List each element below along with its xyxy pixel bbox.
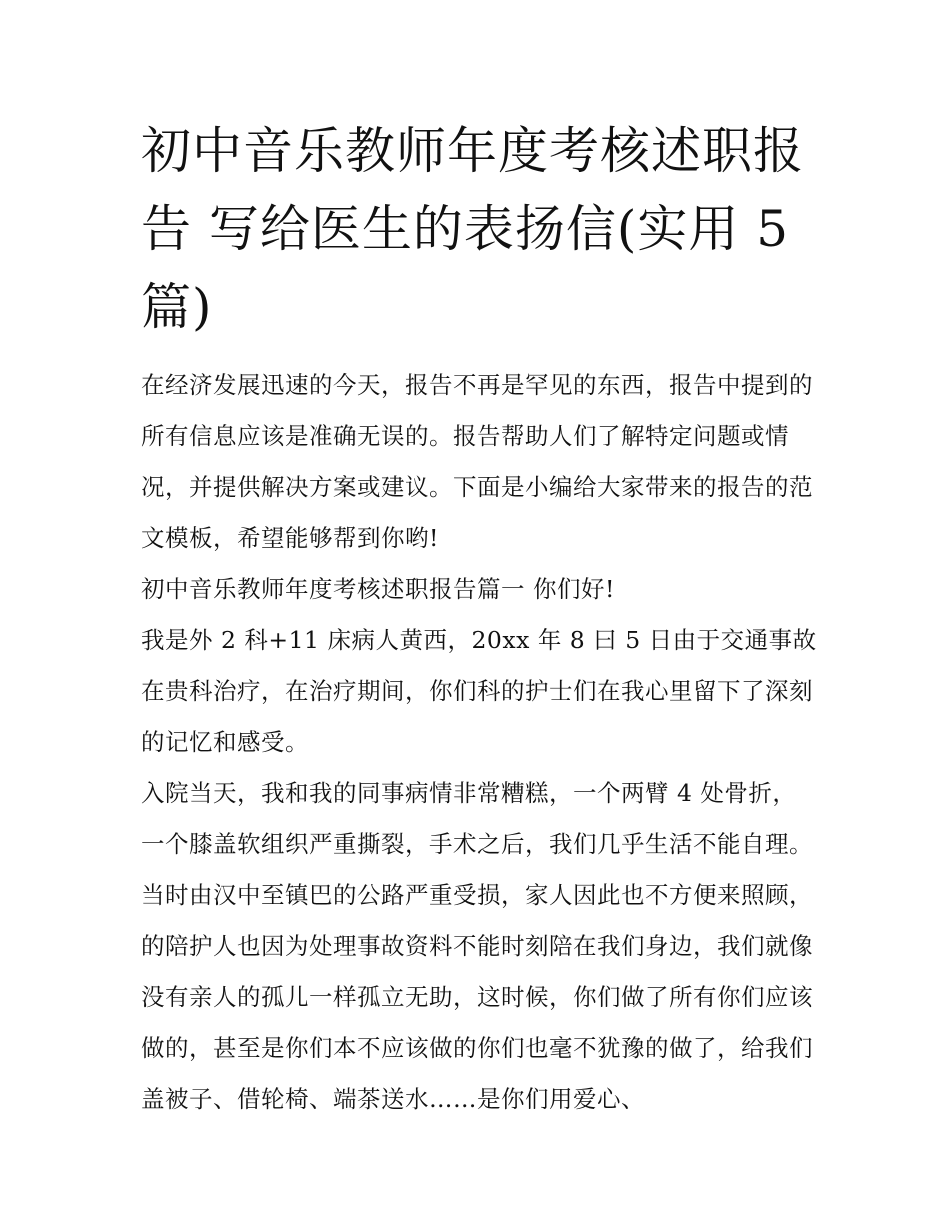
document-page <box>141 112 817 1125</box>
body-paragraph: 入院当天，我和我的同事病情非常糟糕，一个两臂 4 处骨折，一个膝盖软组织严重撕裂，手术之后，我们几乎生活不能自理。当时由汉中至镇巴的公路严重受损，家人因此也不方便来照顾，的陪护人也因为处理事故资料不能时刻陪在我们身边，我们就像没有亲人的孤儿一样孤立无助，这时候，你们做了所有你们应该做的，甚至是你们本不应该做的你们也毫不犹豫的做了，给我们盖被子、借轮椅、端茶送水……是你们用爱心、 <box>141 779 813 1113</box>
body-paragraph: 我是外 2 科+11 床病人黄西，20xx 年 8 曰 5 日由于交通事故在贵科治疗，在治疗期间，你们科的护士们在我心里留下了深刻的记忆和感受。 <box>141 626 817 756</box>
document-title: 初中音乐教师年度考核述职报告 写给医生的表扬信(实用 5 篇) <box>141 122 804 336</box>
section-heading-paragraph: 初中音乐教师年度考核述职报告篇一 你们好! <box>141 575 615 603</box>
intro-paragraph: 在经济发展迅速的今天，报告不再是罕见的东西，报告中提到的所有信息应该是准确无误的。报告帮助人们了解特定问题或情况，并提供解决方案或建议。下面是小编给大家带来的报告的范文模板，希望能够帮到你哟! <box>141 371 813 552</box>
